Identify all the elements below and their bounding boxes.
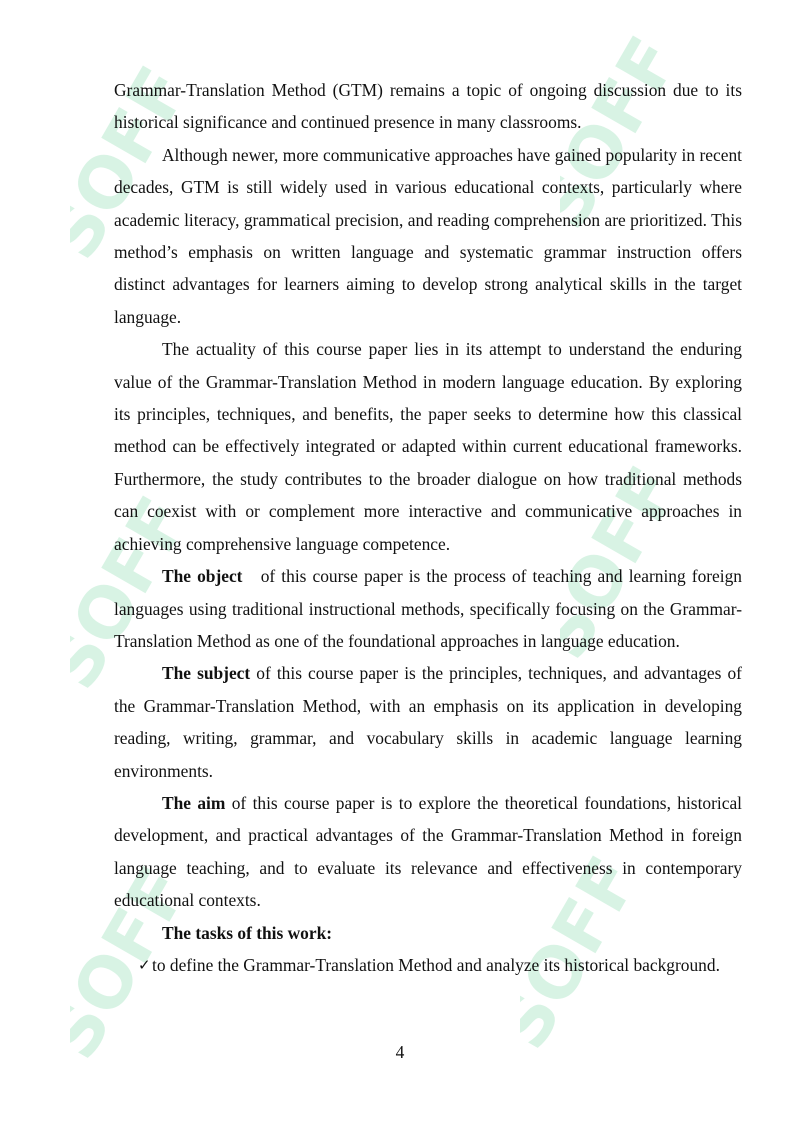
- paragraph-gtm-usage: Although newer, more communicative approaches have gained popularity in recent decades, GTM is still widely used in various educational contexts, particularly where academic literacy, grammatical precision, and reading comprehension are prioritized. This method’s emphasis on written language and systematic grammar instruction offers distinct advantages for learners aiming to develop strong analytical skills in the target language.: [114, 144, 742, 327]
- subject-label: The subject: [162, 663, 251, 684]
- paragraph-intro-continued: Grammar-Translation Method (GTM) remains a topic of ongoing discussion due to its historical significance and continued presence in many classrooms.: [114, 80, 742, 133]
- watermark-text: SOFF: [560, 453, 680, 673]
- task-text: to define the Grammar-Translation Method and analyze its historical background.: [152, 954, 720, 975]
- paragraph-subject: [114, 657, 747, 787]
- tasks-heading-label: The tasks of this work:: [162, 922, 333, 943]
- watermark-text: SOFF: [560, 23, 680, 243]
- checkmark-icon: ✓: [138, 955, 151, 974]
- list-item: [76, 949, 742, 981]
- aim-text: of this course paper is to explore the theoretical foundations, historical development, and practical advantages of the Grammar-Translation Method in foreign language teaching, and to evaluate its relevance and effectiveness in contemporary educational contexts.: [114, 792, 747, 911]
- aim-label: The aim: [162, 792, 226, 813]
- page-number: 4: [395, 1042, 405, 1062]
- document-body: [114, 74, 747, 981]
- task-list: [114, 949, 742, 981]
- paragraph-object: [114, 560, 747, 657]
- paragraph-actuality: The actuality of this course paper lies in its attempt to understand the enduring value of the Grammar-Translation Method in modern language education. By exploring its principles, techniques, and benefits, the paper seeks to determine how this classical method can be effectively integrated or adapted within current educational frameworks. Furthermore, the study contributes to the broader dialogue on how traditional methods can coexist with or complement more interactive and communicative approaches in achieving comprehensive language competence.: [114, 339, 742, 554]
- object-label: The object: [162, 566, 243, 587]
- subject-text: of this course paper is the principles, techniques, and advantages of the Grammar-Translation Method, with an emphasis on its application in developing reading, writing, grammar, and vocabulary skills in academic language learning environments.: [114, 663, 747, 781]
- watermark-text: SOFF: [70, 853, 190, 1073]
- tasks-heading: [114, 917, 742, 949]
- object-text: of this course paper is the process of teaching and learning foreign languages using traditional instructional methods, specifically focusing on the Grammar-Translation Method as one of the foundational approaches in language education.: [114, 566, 747, 651]
- watermark-text: SOFF: [70, 53, 190, 273]
- watermark-text: SOFF: [520, 843, 640, 1063]
- paragraph-aim: [114, 787, 747, 917]
- watermark-text: SOFF: [70, 483, 190, 703]
